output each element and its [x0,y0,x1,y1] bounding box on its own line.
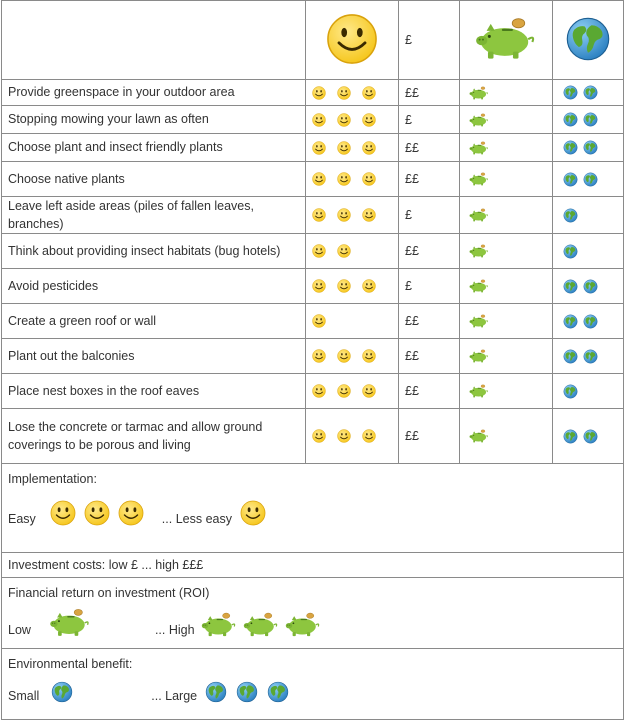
action-text: Avoid pesticides [8,279,99,294]
implementation-cell [306,409,399,464]
legend-implementation-row [2,464,624,553]
action-text: Think about providing insect habitats (bug hotels) [8,244,281,259]
action-text: Place nest boxes in the roof eaves [8,384,200,399]
table-row [2,409,624,464]
cost-text: ££ [405,314,419,329]
legend-investment-row [2,553,624,578]
globe-icon [563,172,578,187]
roi-cell [460,339,553,374]
roi-cell [460,409,553,464]
smiley-icon [312,86,326,100]
environment-cell [553,162,624,197]
piggy-bank-icon [468,172,490,186]
globe-icon [583,172,598,187]
legend-environment-row [2,649,624,720]
globe-icon [563,112,578,127]
smiley-icon [337,141,351,155]
smiley-icon [362,384,376,398]
smiley-icon [312,208,326,222]
action-text: Leave left aside areas (piles of fallen leaves, branches) [8,199,254,232]
cost-cell [399,409,460,464]
cost-cell [399,269,460,304]
cost-text: ££ [405,172,419,186]
legend-implementation-low-label: Easy [8,512,36,527]
smiley-icon [337,349,351,363]
smiley-icon [337,429,351,443]
legend-investment [2,553,624,578]
action-cell [2,374,306,409]
globe-icon [563,314,578,329]
smiley-icon [337,384,351,398]
globe-icon [583,349,598,364]
smiley-icon [362,141,376,155]
implementation-cell [306,234,399,269]
environment-cell [553,339,624,374]
legend-roi-high-icons [199,612,323,637]
header-row [2,1,624,80]
legend-investment-text: Investment costs: low £ ... high £££ [8,558,204,573]
smiley-icon [312,349,326,363]
implementation-cell [306,80,399,106]
action-text: Lose the concrete or tarmac and allow ground coverings to be porous and living [8,420,263,453]
smiley-icon [337,244,351,258]
legend-implementation-title: Implementation: [8,472,97,487]
legend-roi-low-icons [47,608,93,637]
roi-cell [460,197,553,234]
action-cell [2,80,306,106]
action-text: Stopping mowing your lawn as often [8,112,209,127]
cost-text: ££ [405,349,419,364]
smiley-icon [337,279,351,293]
roi-cell [460,304,553,339]
globe-icon [563,85,578,100]
smiley-icon [312,244,326,258]
globe-icon [583,314,598,329]
globe-icon [563,349,578,364]
piggy-bank-icon [468,141,490,155]
table-row [2,304,624,339]
environment-cell [553,106,624,134]
smiley-icon [312,429,326,443]
header-empty-cell [2,1,306,80]
action-cell [2,162,306,197]
action-text: Plant out the balconies [8,349,135,364]
smiley-icon [337,113,351,127]
smiley-icon [362,429,376,443]
table-row [2,106,624,134]
roi-cell [460,106,553,134]
action-table [1,0,624,720]
piggy-bank-icon [283,612,323,637]
smiley-icon [362,86,376,100]
globe-icon [563,384,578,399]
globe-icon [563,244,578,259]
cost-text: ££ [405,384,419,399]
cost-cell [399,134,460,162]
piggy-bank-icon [468,244,490,258]
action-cell [2,269,306,304]
globe-icon [563,208,578,223]
smiley-icon [326,13,378,65]
legend-roi-low-label: Low [8,623,31,638]
environment-cell [553,304,624,339]
smiley-icon [312,141,326,155]
environment-cell [553,197,624,234]
roi-cell [460,374,553,409]
header-cost-label: £ [405,33,412,47]
cost-cell [399,197,460,234]
cost-cell [399,80,460,106]
cost-cell [399,106,460,134]
legend-environment [2,649,624,720]
environment-cell [553,374,624,409]
table-row [2,234,624,269]
action-cell [2,234,306,269]
legend-roi-row [2,578,624,649]
roi-cell [460,134,553,162]
cost-text: ££ [405,244,419,259]
cost-cell [399,162,460,197]
smiley-icon [362,349,376,363]
piggy-bank-icon [241,612,281,637]
globe-icon [583,429,598,444]
smiley-icon [337,86,351,100]
smiley-icon [118,500,144,526]
smiley-icon [240,500,266,526]
implementation-cell [306,134,399,162]
table-row [2,374,624,409]
smiley-icon [337,208,351,222]
cost-text: ££ [405,140,419,155]
piggy-bank-icon [468,349,490,363]
action-cell [2,304,306,339]
environment-cell [553,269,624,304]
piggy-bank-icon [471,17,541,60]
environment-cell [553,134,624,162]
piggy-bank-icon [199,612,239,637]
cost-cell [399,339,460,374]
legend-roi [2,578,624,649]
action-cell [2,134,306,162]
piggy-bank-icon [468,429,490,443]
smiley-icon [337,172,351,186]
header-cost-cell [399,1,460,80]
smiley-icon [50,500,76,526]
implementation-cell [306,339,399,374]
cost-text: £ [405,208,412,223]
environment-cell [553,234,624,269]
action-cell [2,197,306,234]
implementation-cell [306,304,399,339]
smiley-icon [362,172,376,186]
piggy-bank-icon [468,113,490,127]
roi-cell [460,80,553,106]
legend-environment-high-label: ... Large [151,689,198,704]
legend-implementation-low-icons [50,500,144,526]
legend-environment-low-label: Small [8,689,40,704]
implementation-cell [306,374,399,409]
piggy-bank-icon [468,314,490,328]
roi-cell [460,234,553,269]
table-row [2,80,624,106]
smiley-icon [362,208,376,222]
piggy-bank-icon [468,384,490,398]
smiley-icon [312,384,326,398]
smiley-icon [312,172,326,186]
globe-icon [583,140,598,155]
cost-text: £ [405,279,412,294]
legend-implementation-high-icons [240,500,266,526]
action-text: Choose native plants [8,171,125,186]
table-row [2,339,624,374]
legend-environment-title: Environmental benefit: [8,657,133,672]
globe-icon [583,112,598,127]
action-cell [2,409,306,464]
action-text: Create a green roof or wall [8,314,156,329]
smiley-icon [312,113,326,127]
table-row [2,269,624,304]
piggy-bank-icon [47,608,93,637]
smiley-icon [312,279,326,293]
implementation-cell [306,269,399,304]
roi-cell [460,269,553,304]
table-row [2,197,624,234]
action-cell [2,339,306,374]
environment-cell [553,409,624,464]
piggy-bank-icon [468,279,490,293]
roi-cell [460,162,553,197]
environment-cell [553,80,624,106]
smiley-icon [362,279,376,293]
implementation-cell [306,197,399,234]
implementation-cell [306,106,399,134]
legend-implementation-high-label: ... Less easy [161,512,232,527]
cost-text: £ [405,112,412,127]
action-cell [2,106,306,134]
globe-icon [563,429,578,444]
action-text: Choose plant and insect friendly plants [8,140,223,155]
piggy-bank-icon [468,208,490,222]
legend-roi-title: Financial return on investment (ROI) [8,586,210,601]
implementation-cell [306,162,399,197]
table-row [2,134,624,162]
smiley-icon [312,314,326,328]
table-row [2,162,624,197]
header-environment-cell [553,1,624,80]
globe-icon [565,16,611,62]
cost-text: ££ [405,85,419,100]
globe-icon [583,85,598,100]
globe-icon [583,279,598,294]
cost-cell [399,304,460,339]
smiley-icon [84,500,110,526]
header-implementation-cell [306,1,399,80]
legend-roi-high-label: ... High [154,623,195,638]
piggy-bank-icon [468,86,490,100]
smiley-icon [362,113,376,127]
globe-icon [563,279,578,294]
cost-text: ££ [405,429,419,444]
cost-cell [399,234,460,269]
legend-implementation [2,464,624,553]
cost-cell [399,374,460,409]
action-text: Provide greenspace in your outdoor area [8,85,235,100]
header-roi-cell [460,1,553,80]
globe-icon [563,140,578,155]
